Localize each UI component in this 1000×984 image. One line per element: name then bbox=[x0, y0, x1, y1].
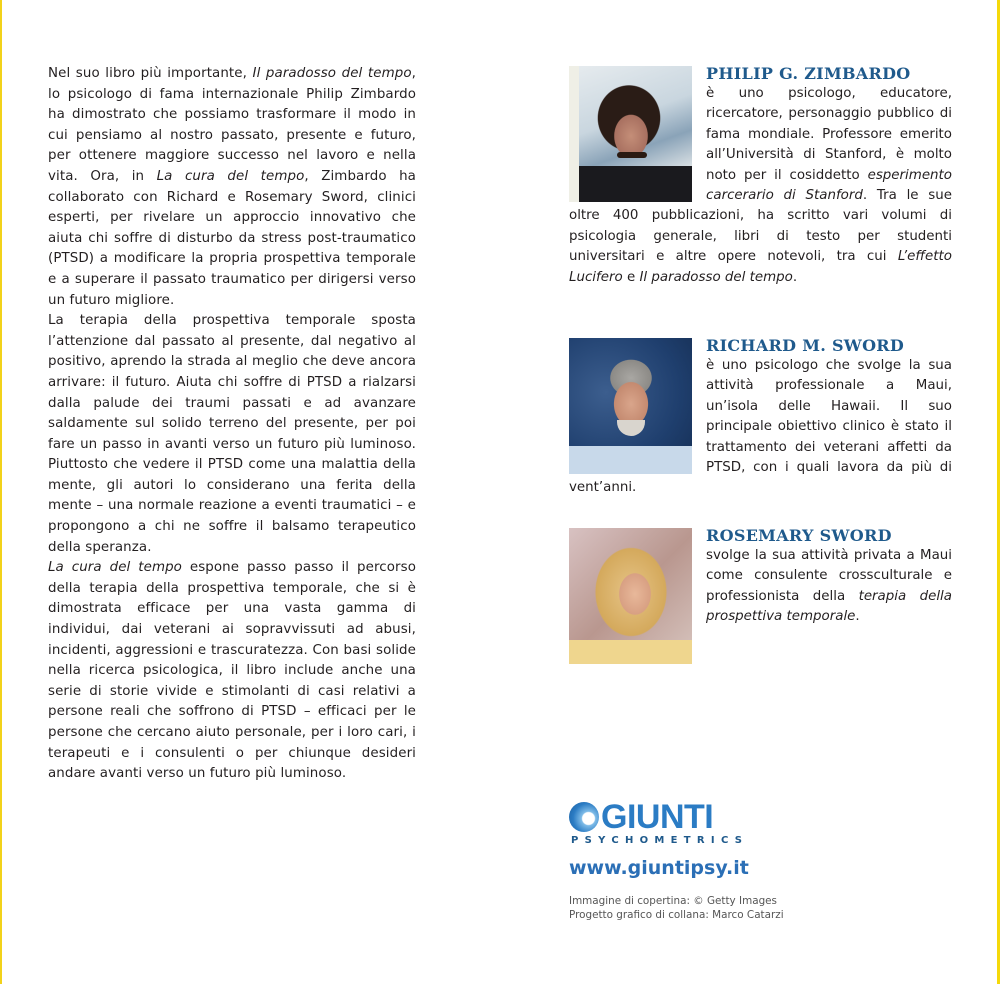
left-border-stripe bbox=[0, 0, 2, 984]
author-bio-text: è uno psicologo, educatore, ricercatore, personaggio pubblico di fama mondiale. Professore emerito all’Università di Stanford, è molto noto per il cosiddetto esperimento carcerario di Stanford. Tra le sue oltre 400 pubblicazioni, ha scritto vari volumi di psicologia generale, libri di testo per studenti universitari e altre opere notevoli, tra cui L’effetto Lucifero e Il paradosso del tempo. bbox=[569, 86, 952, 285]
author-bio-text: è uno psicologo che svolge la sua attività professionale a Maui, un’isola delle Hawaii. Il suo principale obiettivo clinico è stato il trattamento dei veterani affetti da PTSD, con i quali lavora da più di vent’anni. bbox=[569, 358, 952, 496]
book-title-italic: Il paradosso del tempo bbox=[252, 66, 412, 81]
book-description bbox=[48, 64, 416, 785]
logo-wordmark: GIUNTI bbox=[601, 798, 714, 836]
publisher-website-link[interactable]: www.giuntipsy.it bbox=[569, 857, 749, 879]
publisher-logo bbox=[569, 800, 748, 846]
description-paragraph-1: Nel suo libro più importante, Il paradosso del tempo, lo psicologo di fama internazionale Philip Zimbardo ha dimostrato che possiamo trasformare il modo in cui pensiamo al nostro passato, presente e futuro, per ottenere maggiore successo nel lavoro e nella vita. Ora, in La cura del tempo, Zimbardo ha collaborato con Richard e Rosemary Sword, clinici esperti, per rivelare un approccio innovativo che aiuta chi soffre di disturbo da stress post-traumatico (PTSD) a modificare la propria prospettiva temporale e a superare il passato traumatico per dirigersi verso un futuro migliore. bbox=[48, 66, 416, 308]
author-bio-richard-sword bbox=[569, 336, 952, 499]
design-credit: Progetto grafico di collana: Marco Catarzi bbox=[569, 909, 784, 921]
giunti-wave-logo-icon bbox=[569, 802, 599, 832]
author-photo bbox=[569, 338, 692, 474]
author-bio-zimbardo bbox=[569, 64, 952, 288]
description-paragraph-2: La terapia della prospettiva temporale sposta l’attenzione dal passato al presente, dal negativo al positivo, aprendo la strada al meglio che deve ancora arrivare: il futuro. Aiuta chi soffre di PTSD a rialzarsi dalla palude dei traumi passati e ad avanzare saldamente sul solido terreno del presente, per poi fare un passo in avanti verso un futuro più luminoso. Piuttosto che vedere il PTSD come una malattia della mente, gli autori lo considerano una ferita della mente – una normale reazione a eventi traumatici – e propongono a chi ne soffre il balsamo terapeutico della speranza. bbox=[48, 313, 416, 555]
book-title-italic: La cura del tempo bbox=[156, 168, 305, 184]
author-photo bbox=[569, 528, 692, 664]
author-bio-rosemary-sword bbox=[569, 526, 952, 664]
book-title-italic: La cura del tempo bbox=[48, 560, 182, 576]
cover-image-credit: Immagine di copertina: © Getty Images bbox=[569, 895, 777, 907]
author-name: ROSEMARY SWORD bbox=[706, 526, 892, 545]
author-name: RICHARD M. SWORD bbox=[706, 336, 905, 355]
image-credits bbox=[569, 894, 784, 922]
description-paragraph-3: La cura del tempo espone passo passo il percorso della terapia della prospettiva temporale, che si è dimostrata efficace per una vasta gamma di individui, dai veterani ai sopravvissuti ad abusi, incidenti, aggressioni e trascuratezza. Con basi solide nella ricerca psicologica, il libro include anche una serie di storie vivide e stimolanti di casi relativi a persone reali che soffrono di PTSD – efficaci per le persone che cercano aiuto personale, per i loro cari, i terapeuti e i consulenti o per chiunque desideri andare avanti verso un futuro più luminoso. bbox=[48, 560, 416, 782]
author-name: PHILIP G. ZIMBARDO bbox=[706, 64, 911, 83]
logo-subtitle: PSYCHOMETRICS bbox=[571, 835, 749, 846]
author-bio-text: svolge la sua attività privata a Maui come consulente crossculturale e professionista della terapia della prospettiva temporale. bbox=[706, 548, 952, 625]
author-photo bbox=[569, 66, 692, 202]
